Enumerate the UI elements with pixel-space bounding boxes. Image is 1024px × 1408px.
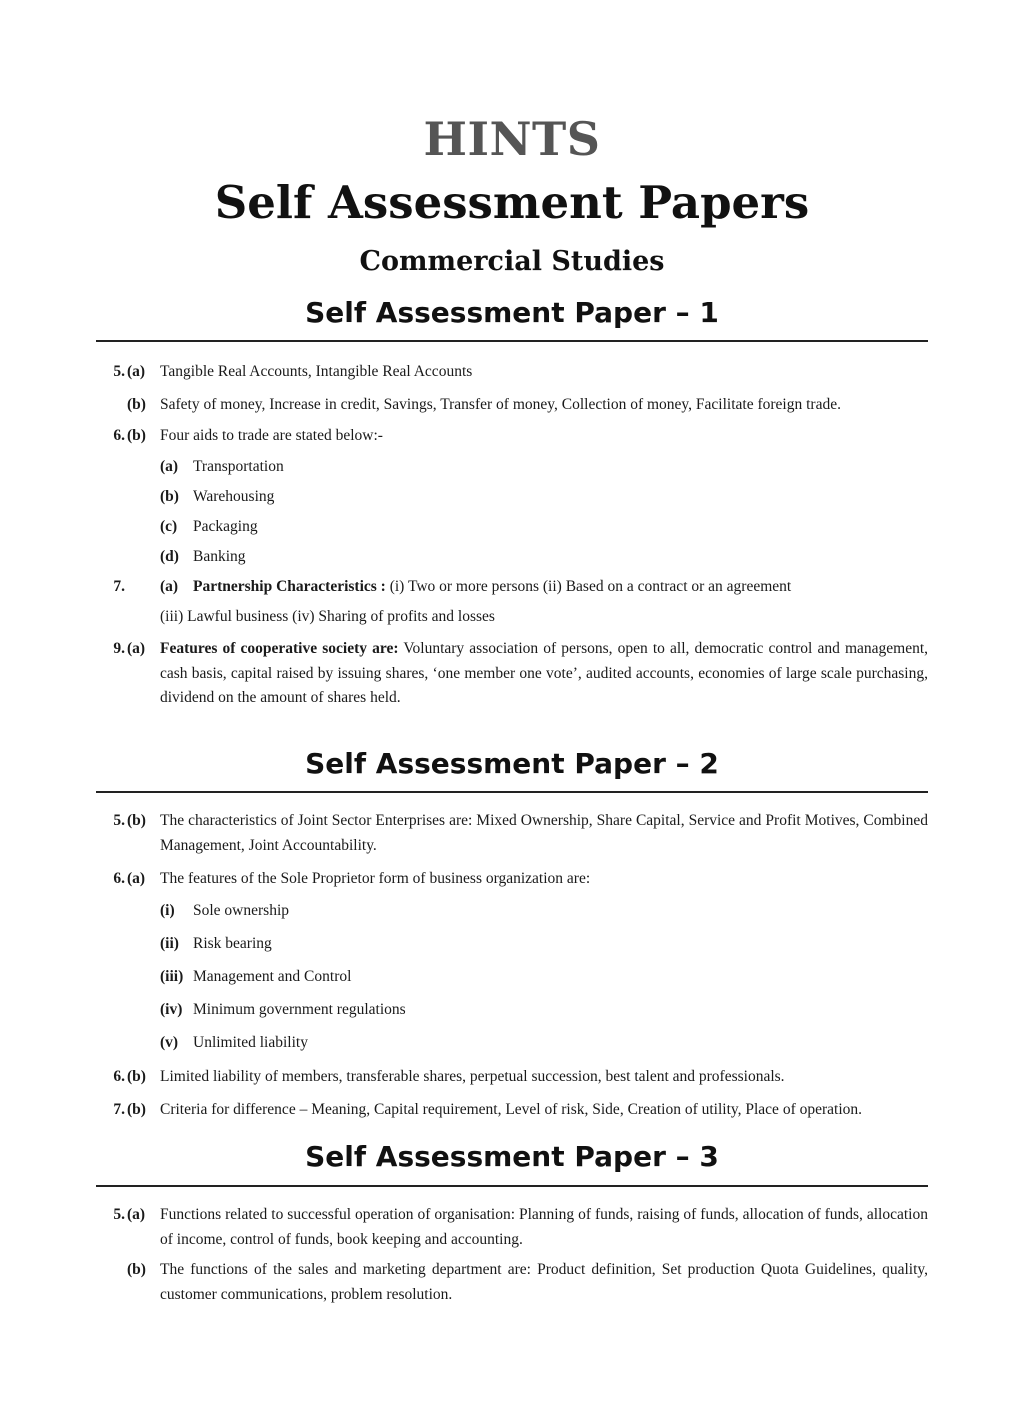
list-text: Minimum government regulations bbox=[193, 1001, 406, 1018]
sub-question: (b) bbox=[127, 1261, 146, 1278]
list-marker: (i) bbox=[160, 902, 175, 919]
question-number: 7. bbox=[113, 1101, 125, 1118]
subject-title: Commercial Studies bbox=[359, 246, 665, 277]
list-marker: (c) bbox=[160, 518, 178, 535]
question-5a-answer: Functions related to successful operation of organisation: Planning of funds, raising of funds, allocation of funds, allocation of income, control of funds, book keeping and accounting. bbox=[160, 1206, 928, 1248]
list-marker: (a) bbox=[160, 458, 179, 475]
sub-question: (b) bbox=[127, 812, 146, 829]
list-text: Packaging bbox=[193, 518, 258, 535]
question-number: 5. bbox=[113, 1206, 125, 1223]
question-5b-answer: The functions of the sales and marketing department are: Product definition, Set production Quota Guidelines, quality, customer communications, problem resolution. bbox=[160, 1261, 928, 1303]
sub-question: (a) bbox=[160, 578, 179, 595]
answer-text: Four aids to trade are stated below:- bbox=[160, 427, 383, 444]
page-title: Self Assessment Papers bbox=[214, 176, 810, 229]
paper-2-divider bbox=[96, 791, 928, 793]
answer-text: Criteria for difference – Meaning, Capital requirement, Level of risk, Side, Creation of utility, Place of operation. bbox=[160, 1101, 863, 1118]
question-9-answer bbox=[160, 637, 928, 711]
sub-question: (a) bbox=[127, 870, 146, 887]
list-marker: (d) bbox=[160, 548, 179, 565]
sub-question: (b) bbox=[127, 1068, 146, 1085]
answer-text: Limited liability of members, transferable shares, perpetual succession, best talent and professionals. bbox=[160, 1068, 785, 1085]
answer-text: (iii) Lawful business (iv) Sharing of profits and losses bbox=[160, 608, 495, 625]
list-marker: (iii) bbox=[160, 968, 184, 985]
sub-question: (b) bbox=[127, 396, 146, 413]
sub-question: (a) bbox=[127, 640, 146, 657]
answer-text bbox=[193, 575, 791, 599]
answer-text: Tangible Real Accounts, Intangible Real Accounts bbox=[160, 363, 473, 380]
answer-bold-lead: Partnership Characteristics : bbox=[193, 578, 386, 595]
answer-text: The features of the Sole Proprietor form of business organization are: bbox=[160, 870, 591, 887]
question-number: 9. bbox=[113, 640, 125, 657]
sub-question: (a) bbox=[127, 1206, 146, 1223]
answer-text: Safety of money, Increase in credit, Savings, Transfer of money, Collection of money, Facilitate foreign trade. bbox=[160, 396, 841, 413]
list-text: Sole ownership bbox=[193, 902, 290, 919]
list-text: Risk bearing bbox=[193, 935, 272, 952]
question-number: 6. bbox=[113, 870, 125, 887]
list-text: Unlimited liability bbox=[193, 1034, 308, 1051]
hints-heading: HINTS bbox=[423, 112, 601, 166]
answer-bold-lead: Features of cooperative society are: bbox=[160, 640, 399, 657]
question-number: 7. bbox=[113, 578, 125, 595]
list-text: Transportation bbox=[193, 458, 284, 475]
sub-question: (b) bbox=[127, 427, 146, 444]
list-marker: (v) bbox=[160, 1034, 179, 1051]
paper-1-heading: Self Assessment Paper – 1 bbox=[305, 296, 719, 329]
question-number: 6. bbox=[113, 427, 125, 444]
paper-3-divider bbox=[96, 1185, 928, 1187]
list-marker: (iv) bbox=[160, 1001, 183, 1018]
paper-2-heading: Self Assessment Paper – 2 bbox=[305, 747, 719, 780]
question-5-answer: The characteristics of Joint Sector Enterprises are: Mixed Ownership, Share Capital, Service and Profit Motives, Combined Management, Joint Accountability. bbox=[160, 812, 928, 854]
answer-rest: (i) Two or more persons (ii) Based on a contract or an agreement bbox=[385, 578, 792, 595]
sub-question: (b) bbox=[127, 1101, 146, 1118]
list-text: Banking bbox=[193, 548, 246, 565]
question-number: 6. bbox=[113, 1068, 125, 1085]
sub-question: (a) bbox=[127, 363, 146, 380]
list-text: Management and Control bbox=[193, 968, 352, 985]
paper-3-heading: Self Assessment Paper – 3 bbox=[305, 1140, 719, 1173]
question-number: 5. bbox=[113, 812, 125, 829]
paper-1-divider bbox=[96, 340, 928, 342]
answer-rest: Voluntary association of persons, open to all, democratic control and management, cash basis, capital raised by issuing shares, ‘one member one vote’, audited accounts, economies of large scale purchasing, dividend on the amount of shares held. bbox=[160, 640, 929, 706]
question-number: 5. bbox=[113, 363, 125, 380]
list-marker: (ii) bbox=[160, 935, 179, 952]
list-text: Warehousing bbox=[193, 488, 275, 505]
list-marker: (b) bbox=[160, 488, 179, 505]
